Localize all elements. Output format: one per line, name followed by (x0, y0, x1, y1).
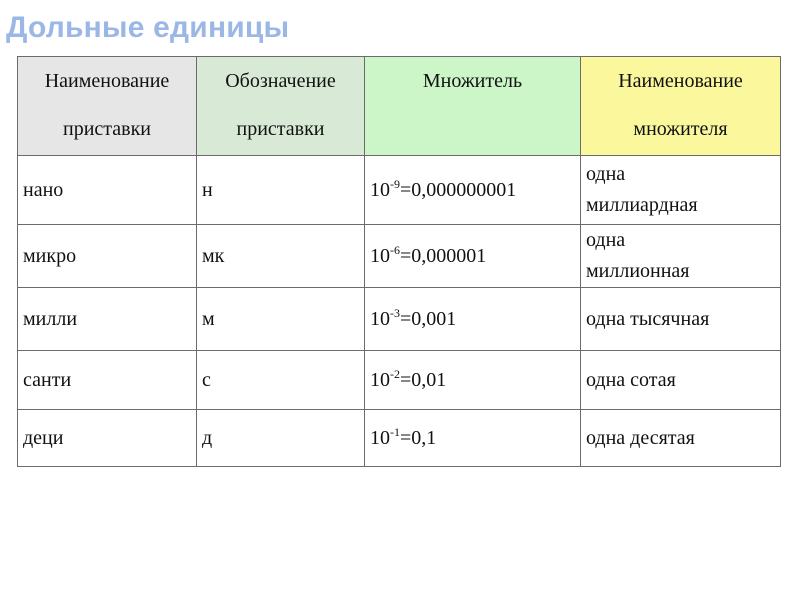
header-prefix-name: Наименование приставки (18, 57, 197, 156)
table-row (18, 351, 781, 410)
header-multiplier-name: Наименование множителя (581, 57, 781, 156)
submultiple-units-table (17, 56, 781, 467)
cell-prefix: деци (18, 410, 197, 467)
table-header-row (18, 57, 781, 156)
table-row (18, 410, 781, 467)
cell-symbol: н (197, 156, 365, 225)
cell-multiplier: $10^{-2}=0,01$ (365, 351, 581, 410)
header-prefix-symbol: Обозначение приставки (197, 57, 365, 156)
table-row (18, 225, 781, 288)
cell-prefix: милли (18, 288, 197, 351)
header-multiplier: Множитель (365, 57, 581, 156)
cell-prefix: санти (18, 351, 197, 410)
cell-symbol: с (197, 351, 365, 410)
page-title: Дольные единицы (6, 11, 290, 44)
cell-multiplier: $10^{-6}=0,000001$ (365, 225, 581, 288)
cell-symbol: м (197, 288, 365, 351)
cell-symbol: д (197, 410, 365, 467)
cell-multiplier-name: одна десятая (581, 410, 781, 467)
cell-prefix: нано (18, 156, 197, 225)
table-row (18, 288, 781, 351)
cell-multiplier-name: одна сотая (581, 351, 781, 410)
cell-multiplier: $10^{-1}=0,1$ (365, 410, 581, 467)
cell-multiplier: $10^{-3}=0,001$ (365, 288, 581, 351)
cell-multiplier-name: одна миллиардная (581, 156, 781, 225)
table-row (18, 156, 781, 225)
cell-prefix: микро (18, 225, 197, 288)
cell-multiplier: $10^{-9}=0,000000001$ (365, 156, 581, 225)
cell-symbol: мк (197, 225, 365, 288)
cell-multiplier-name: одна миллионная (581, 225, 781, 288)
cell-multiplier-name: одна тысячная (581, 288, 781, 351)
